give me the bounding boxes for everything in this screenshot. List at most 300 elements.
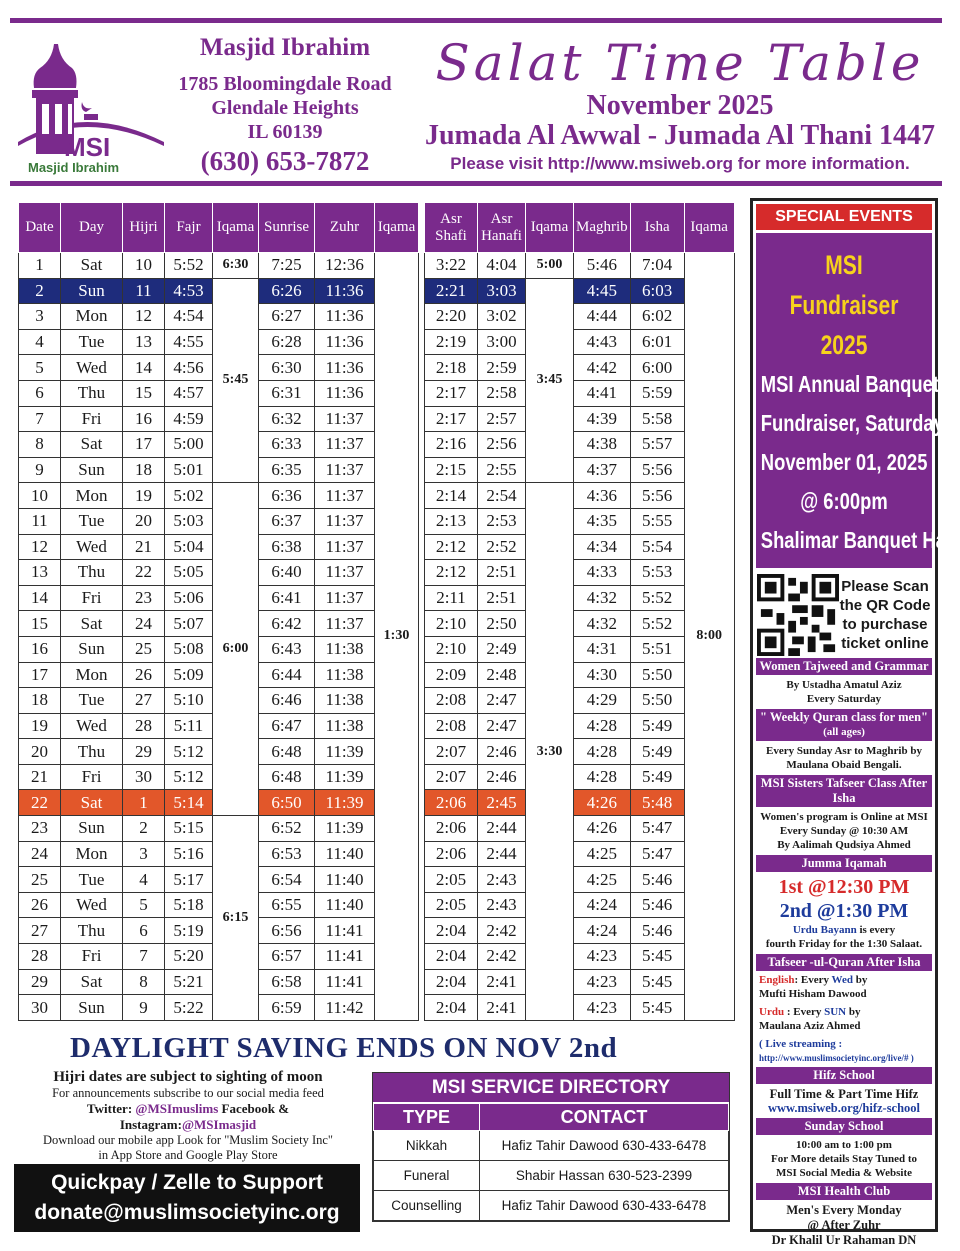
cell-maghrib: 4:43 (574, 329, 631, 355)
cell-fajr: 5:21 (165, 969, 213, 995)
header-zuhr: Zuhr (315, 203, 375, 253)
cell-hijri: 17 (123, 432, 165, 458)
cell-date: 6 (19, 380, 61, 406)
cell-date: 29 (19, 969, 61, 995)
cell-maghrib: 4:23 (574, 944, 631, 970)
cell-asr-shafi: 2:08 (425, 688, 478, 714)
cell-zuhr: 11:38 (315, 662, 375, 688)
cell-asr-iqama: 3:30 (526, 483, 574, 1020)
title-block (410, 34, 950, 174)
cell-fajr-iqama: 5:45 (213, 278, 259, 483)
cell-maghrib: 4:41 (574, 380, 631, 406)
cell-hijri: 7 (123, 944, 165, 970)
cell-day: Wed (61, 713, 123, 739)
cell-sunrise: 6:38 (259, 534, 315, 560)
cell-maghrib: 4:30 (574, 662, 631, 688)
announce-note: For announcements subscribe to our social media feed (52, 1086, 324, 1100)
cell-asr-iqama: 5:00 (526, 253, 574, 279)
cell-sunrise: 7:25 (259, 253, 315, 279)
cell-fajr-iqama: 6:30 (213, 253, 259, 279)
cell-day: Thu (61, 560, 123, 586)
header-fajr-iqama: Iqama (213, 203, 259, 253)
header-maghrib: Maghrib (574, 203, 631, 253)
fundraiser-line-2: Fundraiser, Saturday (760, 410, 944, 436)
urdu-bayann-label: Urdu Bayann (792, 924, 857, 936)
cell-hijri: 16 (123, 406, 165, 432)
english-day: Wed (831, 974, 853, 986)
cell-asr-shafi: 2:05 (425, 892, 478, 918)
cell-sunrise: 6:48 (259, 739, 315, 765)
cell-hijri: 18 (123, 457, 165, 483)
cell-maghrib: 4:26 (574, 816, 631, 842)
cell-maghrib: 4:44 (574, 304, 631, 330)
cell-zuhr: 11:41 (315, 944, 375, 970)
cell-date: 16 (19, 636, 61, 662)
tajweed-heading: Women Tajweed and Grammar (756, 658, 932, 675)
cell-asr-shafi: 2:18 (425, 355, 478, 381)
sisters-tafseer-line-3: By Aalimah Qudsiya Ahmed (777, 839, 911, 851)
live-streaming-link[interactable]: http://www.muslimsocietyinc.org/live/# ) (759, 1053, 914, 1063)
cell-day: Sun (61, 995, 123, 1021)
directory-contact: Hafiz Tahir Dawood 630-433-6478 (480, 1131, 729, 1161)
directory-type-header: TYPE (374, 1104, 480, 1131)
cell-zuhr: 11:36 (315, 329, 375, 355)
special-events-heading: SPECIAL EVENTS (756, 204, 932, 230)
cell-zuhr: 11:37 (315, 432, 375, 458)
cell-date: 17 (19, 662, 61, 688)
cell-hijri: 9 (123, 995, 165, 1021)
health-club-line-1: Men's Every Monday (786, 1203, 902, 1217)
cell-hijri: 24 (123, 611, 165, 637)
cell-date: 10 (19, 483, 61, 509)
cell-hijri: 2 (123, 816, 165, 842)
header-sunrise: Sunrise (259, 203, 315, 253)
header-asr-shafi-2: Shafi (435, 227, 467, 244)
cell-asr-shafi: 2:08 (425, 713, 478, 739)
cell-day: Fri (61, 764, 123, 790)
logo-subtext: Masjid Ibrahim (28, 160, 120, 175)
tafseer-heading: Tafseer -ul-Quran After Isha (756, 954, 932, 971)
month-title: November 2025 (586, 90, 774, 121)
hifz-heading: Hifz School (756, 1067, 932, 1084)
cell-zuhr: 11:37 (315, 560, 375, 586)
cell-isha: 5:51 (630, 636, 684, 662)
cell-fajr: 4:54 (165, 304, 213, 330)
cell-day: Sat (61, 969, 123, 995)
cell-asr-hanafi: 2:41 (478, 995, 526, 1021)
msi-logo (14, 38, 164, 178)
qr-code-icon[interactable] (757, 574, 839, 656)
quickpay-label: Quickpay / Zelle to Support (51, 1171, 323, 1194)
cell-isha: 6:03 (630, 278, 684, 304)
fundraiser-panel (756, 233, 958, 568)
cell-asr-shafi: 2:16 (425, 432, 478, 458)
header-asr-hanafi-2: Hanafi (481, 227, 522, 244)
cell-asr-shafi: 2:04 (425, 995, 478, 1021)
quran-class-details (753, 741, 935, 775)
cell-asr-hanafi: 2:44 (478, 841, 526, 867)
cell-asr-shafi: 2:06 (425, 841, 478, 867)
cell-zuhr: 11:37 (315, 611, 375, 637)
cell-fajr: 5:08 (165, 636, 213, 662)
cell-asr-hanafi: 4:04 (478, 253, 526, 279)
jumma-note (753, 923, 935, 954)
cell-hijri: 3 (123, 841, 165, 867)
cell-zuhr: 11:41 (315, 918, 375, 944)
cell-sunrise: 6:53 (259, 841, 315, 867)
cell-zuhr: 11:37 (315, 483, 375, 509)
table-row (19, 253, 735, 279)
cell-sunrise: 6:58 (259, 969, 315, 995)
cell-maghrib: 4:28 (574, 739, 631, 765)
english-teacher: Mufti Hisham Dawood (759, 988, 867, 1000)
cell-zuhr: 11:36 (315, 278, 375, 304)
cell-asr-hanafi: 2:47 (478, 713, 526, 739)
cell-day: Thu (61, 918, 123, 944)
website-note[interactable]: Please visit http://www.msiweb.org for more information. (450, 154, 910, 173)
cell-date: 26 (19, 892, 61, 918)
cell-sunrise: 6:32 (259, 406, 315, 432)
sisters-tafseer-details (753, 807, 935, 855)
cell-asr-iqama: 3:45 (526, 278, 574, 483)
header-bottom-bar (10, 181, 942, 186)
sisters-tafseer-line-1: Women's program is Online at MSI (760, 811, 928, 823)
cell-sunrise: 6:27 (259, 304, 315, 330)
cell-maghrib: 4:42 (574, 355, 631, 381)
logo-text: MSI (64, 132, 111, 162)
cell-sunrise: 6:28 (259, 329, 315, 355)
cell-sunrise: 6:56 (259, 918, 315, 944)
cell-date: 3 (19, 304, 61, 330)
cell-date: 25 (19, 867, 61, 893)
cell-asr-hanafi: 2:46 (478, 739, 526, 765)
cell-date: 12 (19, 534, 61, 560)
cell-date: 8 (19, 432, 61, 458)
cell-isha-iqama: 8:00 (684, 253, 734, 1021)
cell-hijri: 26 (123, 662, 165, 688)
cell-zuhr: 11:40 (315, 892, 375, 918)
cell-zuhr: 11:39 (315, 739, 375, 765)
fundraiser-line-5: Shalimar Banquet Hall (760, 527, 957, 553)
sunday-school-note-1: For More details Stay Tuned to (771, 1153, 917, 1165)
cell-hijri: 8 (123, 969, 165, 995)
cell-asr-shafi: 2:04 (425, 969, 478, 995)
quran-class-heading (756, 709, 932, 741)
cell-hijri: 10 (123, 253, 165, 279)
cell-sunrise: 6:50 (259, 790, 315, 816)
cell-fajr: 5:05 (165, 560, 213, 586)
cell-hijri: 25 (123, 636, 165, 662)
health-club-line-2: @ After Zuhr (807, 1218, 881, 1232)
cell-sunrise: 6:47 (259, 713, 315, 739)
fundraiser-line-3: November 01, 2025 (760, 449, 928, 475)
special-events-sidebar (750, 198, 958, 1247)
cell-hijri: 4 (123, 867, 165, 893)
cell-isha: 5:52 (630, 585, 684, 611)
health-club-heading: MSI Health Club (756, 1183, 932, 1200)
cell-maghrib: 4:39 (574, 406, 631, 432)
cell-date: 22 (19, 790, 61, 816)
cell-asr-shafi: 2:07 (425, 764, 478, 790)
cell-asr-shafi: 2:17 (425, 380, 478, 406)
cell-asr-hanafi: 2:51 (478, 560, 526, 586)
jumma-second: 2nd @1:30 PM (779, 900, 909, 922)
directory-row (374, 1161, 729, 1191)
cell-sunrise: 6:30 (259, 355, 315, 381)
cell-hijri: 23 (123, 585, 165, 611)
cell-isha: 5:48 (630, 790, 684, 816)
quran-class-teacher: Maulana Obaid Bengali. (786, 759, 902, 771)
urdu-pre: : Every (784, 1006, 825, 1018)
cell-hijri: 19 (123, 483, 165, 509)
cell-fajr: 5:01 (165, 457, 213, 483)
cell-isha: 5:54 (630, 534, 684, 560)
cell-fajr: 5:18 (165, 892, 213, 918)
cell-asr-shafi: 2:15 (425, 457, 478, 483)
header-zuhr-iqama: Iqama (375, 203, 419, 253)
jumma-note-1: is every (856, 924, 896, 936)
cell-date: 13 (19, 560, 61, 586)
masjid-name: Masjid Ibrahim (199, 34, 371, 61)
cell-day: Tue (61, 329, 123, 355)
cell-day: Sun (61, 457, 123, 483)
cell-sunrise: 6:40 (259, 560, 315, 586)
twitter-handle[interactable]: @MSImuslims (135, 1101, 219, 1116)
cell-fajr-iqama: 6:00 (213, 483, 259, 816)
cell-fajr: 5:22 (165, 995, 213, 1021)
cell-sunrise: 6:33 (259, 432, 315, 458)
cell-day: Fri (61, 406, 123, 432)
cell-zuhr: 11:37 (315, 406, 375, 432)
cell-zuhr: 11:39 (315, 816, 375, 842)
cell-day: Thu (61, 739, 123, 765)
cell-isha: 6:02 (630, 304, 684, 330)
cell-date: 15 (19, 611, 61, 637)
cell-asr-shafi: 2:06 (425, 790, 478, 816)
urdu-label: Urdu (759, 1006, 785, 1018)
cell-asr-hanafi: 2:55 (478, 457, 526, 483)
cell-asr-hanafi: 3:02 (478, 304, 526, 330)
cell-asr-hanafi: 2:45 (478, 790, 526, 816)
cell-hijri: 1 (123, 790, 165, 816)
donate-email[interactable]: donate@muslimsocietyinc.org (34, 1201, 340, 1224)
cell-asr-shafi: 2:06 (425, 816, 478, 842)
header-isha: Isha (630, 203, 684, 253)
cell-asr-hanafi: 2:43 (478, 892, 526, 918)
cell-zuhr: 11:38 (315, 636, 375, 662)
cell-hijri: 28 (123, 713, 165, 739)
cell-hijri: 15 (123, 380, 165, 406)
cell-day: Fri (61, 944, 123, 970)
cell-zuhr: 11:38 (315, 713, 375, 739)
cell-zuhr: 11:38 (315, 688, 375, 714)
header-asr-shafi (425, 203, 478, 253)
cell-date: 21 (19, 764, 61, 790)
twitter-label: Twitter: (86, 1101, 133, 1116)
cell-sunrise: 6:36 (259, 483, 315, 509)
table-header-row (19, 203, 735, 253)
cell-sunrise: 6:31 (259, 380, 315, 406)
cell-maghrib: 5:46 (574, 253, 631, 279)
cell-day: Mon (61, 662, 123, 688)
header-hijri: Hijri (123, 203, 165, 253)
cell-zuhr: 11:36 (315, 304, 375, 330)
tafseer-details (753, 971, 935, 1067)
cell-maghrib: 4:23 (574, 995, 631, 1021)
cell-maghrib: 4:35 (574, 508, 631, 534)
cell-asr-shafi: 2:04 (425, 944, 478, 970)
header-asr-shafi-1: Asr (440, 210, 462, 227)
cell-day: Sun (61, 278, 123, 304)
cell-fajr: 5:15 (165, 816, 213, 842)
cell-sunrise: 6:48 (259, 764, 315, 790)
hifz-program: Full Time & Part Time Hifz (769, 1087, 919, 1101)
address-line1: 1785 Bloomingdale Road (178, 73, 392, 95)
cell-day: Tue (61, 867, 123, 893)
cell-zuhr: 11:42 (315, 995, 375, 1021)
cell-asr-shafi: 2:12 (425, 534, 478, 560)
cell-date: 27 (19, 918, 61, 944)
cell-isha: 5:46 (630, 892, 684, 918)
cell-fajr: 5:17 (165, 867, 213, 893)
cell-sunrise: 6:55 (259, 892, 315, 918)
cell-date: 18 (19, 688, 61, 714)
facebook-label: Facebook & Instagram: (119, 1101, 290, 1132)
cell-maghrib: 4:26 (574, 790, 631, 816)
cell-sunrise: 6:59 (259, 995, 315, 1021)
cell-asr-shafi: 2:05 (425, 867, 478, 893)
cell-maghrib: 4:24 (574, 918, 631, 944)
cell-isha: 5:52 (630, 611, 684, 637)
cell-sunrise: 6:46 (259, 688, 315, 714)
cell-fajr: 4:59 (165, 406, 213, 432)
cell-fajr: 4:55 (165, 329, 213, 355)
cell-hijri: 5 (123, 892, 165, 918)
cell-sunrise: 6:57 (259, 944, 315, 970)
english-label: English (759, 974, 795, 986)
cell-day: Sun (61, 816, 123, 842)
cell-maghrib: 4:28 (574, 713, 631, 739)
cell-day: Sun (61, 636, 123, 662)
cell-day: Tue (61, 688, 123, 714)
cell-asr-hanafi: 3:03 (478, 278, 526, 304)
app-note-2: in App Store and Google Play Store (98, 1148, 278, 1162)
cell-fajr: 4:53 (165, 278, 213, 304)
facebook-handle[interactable]: @MSImasjid (181, 1117, 257, 1132)
cell-day: Sat (61, 253, 123, 279)
cell-asr-shafi: 2:20 (425, 304, 478, 330)
cell-asr-hanafi: 2:43 (478, 867, 526, 893)
cell-asr-hanafi: 2:49 (478, 636, 526, 662)
cell-fajr: 5:09 (165, 662, 213, 688)
cell-isha: 5:50 (630, 662, 684, 688)
cell-maghrib: 4:34 (574, 534, 631, 560)
cell-maghrib: 4:37 (574, 457, 631, 483)
cell-maghrib: 4:45 (574, 278, 631, 304)
cell-isha: 5:47 (630, 841, 684, 867)
fundraiser-title: MSI Fundraiser 2025 (789, 250, 899, 360)
cell-day: Fri (61, 585, 123, 611)
directory-row (374, 1191, 729, 1221)
cell-sunrise: 6:37 (259, 508, 315, 534)
cell-asr-hanafi: 2:46 (478, 764, 526, 790)
cell-asr-hanafi: 2:53 (478, 508, 526, 534)
hijri-note: Hijri dates are subject to sighting of moon (53, 1069, 323, 1085)
cell-date: 23 (19, 816, 61, 842)
cell-fajr: 5:12 (165, 764, 213, 790)
cell-date: 24 (19, 841, 61, 867)
sunday-school-time: 10:00 am to 1:00 pm (796, 1139, 892, 1151)
cell-maghrib: 4:28 (574, 764, 631, 790)
cell-maghrib: 4:31 (574, 636, 631, 662)
sunday-school-note-2: MSI Social Media & Website (775, 1167, 913, 1179)
health-club-details (753, 1200, 935, 1251)
hifz-link[interactable]: www.msiweb.org/hifz-school (767, 1101, 921, 1115)
cell-hijri: 14 (123, 355, 165, 381)
header-day: Day (61, 203, 123, 253)
cell-maghrib: 4:38 (574, 432, 631, 458)
sisters-tafseer-line-2: Every Sunday @ 10:30 AM (779, 825, 909, 837)
cell-zuhr: 11:39 (315, 764, 375, 790)
cell-isha: 5:49 (630, 713, 684, 739)
cell-sunrise: 6:35 (259, 457, 315, 483)
cell-fajr: 5:19 (165, 918, 213, 944)
cell-date: 1 (19, 253, 61, 279)
cell-sunrise: 6:41 (259, 585, 315, 611)
qr-instructions: Please Scan the QR Code to purchase ticket online (839, 578, 931, 652)
cell-fajr-iqama: 6:15 (213, 816, 259, 1021)
cell-asr-shafi: 2:10 (425, 611, 478, 637)
cell-fajr: 5:11 (165, 713, 213, 739)
cell-sunrise: 6:42 (259, 611, 315, 637)
cell-isha: 5:46 (630, 867, 684, 893)
urdu-teacher: Maulana Aziz Ahmed (759, 1020, 861, 1032)
cell-asr-hanafi: 2:42 (478, 944, 526, 970)
cell-day: Sat (61, 611, 123, 637)
cell-maghrib: 4:33 (574, 560, 631, 586)
cell-date: 14 (19, 585, 61, 611)
fundraiser-line-4: @ 6:00pm (800, 488, 888, 514)
directory-row (374, 1131, 729, 1161)
cell-fajr: 5:04 (165, 534, 213, 560)
app-note-1: Download our mobile app Look for "Muslim Society Inc" (42, 1133, 334, 1147)
cell-zuhr: 11:40 (315, 867, 375, 893)
cell-date: 4 (19, 329, 61, 355)
cell-day: Thu (61, 380, 123, 406)
health-club-line-3: Dr Khalil Ur Rahaman DN (771, 1233, 917, 1247)
cell-fajr: 5:12 (165, 739, 213, 765)
cell-asr-shafi: 3:22 (425, 253, 478, 279)
cell-isha: 5:49 (630, 739, 684, 765)
cell-hijri: 6 (123, 918, 165, 944)
cell-asr-shafi: 2:10 (425, 636, 478, 662)
cell-asr-hanafi: 3:00 (478, 329, 526, 355)
header-date: Date (19, 203, 61, 253)
address-line2: Glendale Heights (211, 97, 359, 119)
cell-isha: 5:47 (630, 816, 684, 842)
cell-fajr: 4:56 (165, 355, 213, 381)
cell-asr-shafi: 2:07 (425, 739, 478, 765)
cell-date: 5 (19, 355, 61, 381)
cell-fajr: 5:03 (165, 508, 213, 534)
cell-asr-hanafi: 2:50 (478, 611, 526, 637)
timetable-body (19, 253, 735, 1021)
cell-date: 11 (19, 508, 61, 534)
masjid-phone: (630) 653-7872 (200, 146, 370, 176)
cell-zuhr: 12:36 (315, 253, 375, 279)
cell-isha: 5:57 (630, 432, 684, 458)
cell-fajr: 5:06 (165, 585, 213, 611)
